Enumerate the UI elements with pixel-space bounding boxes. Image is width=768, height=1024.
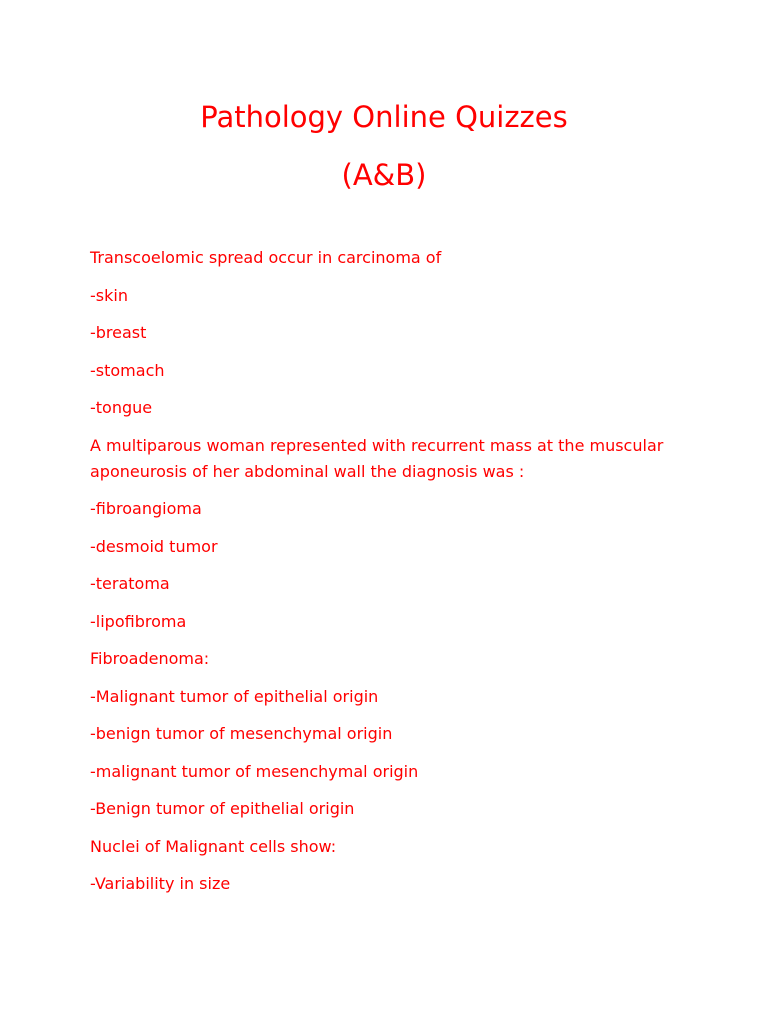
question-1: Transcoelomic spread occur in carcinoma of: [90, 248, 442, 267]
question-2-line-2: aponeurosis of her abdominal wall the diagnosis was :: [90, 461, 525, 481]
quiz-content: [90, 245, 690, 909]
question-4-option: -Variability in size: [90, 874, 231, 893]
question-1-option: -tongue: [90, 398, 153, 417]
question-1-option: -stomach: [90, 360, 165, 380]
question-3-option: -Benign tumor of epithelial origin: [90, 799, 355, 818]
document-title: Pathology Online Quizzes: [200, 100, 568, 134]
question-3: Fibroadenoma:: [90, 649, 210, 668]
question-2-line-1: A multiparous woman represented with recurrent mass at the muscular: [90, 435, 664, 455]
question-1-option: -breast: [90, 323, 147, 342]
question-3-option: -malignant tumor of mesenchymal origin: [90, 761, 419, 781]
question-4: Nuclei of Malignant cells show:: [90, 836, 337, 856]
question-2-option: -lipofibroma: [90, 611, 187, 631]
question-2: [90, 433, 690, 485]
question-3-option: -benign tumor of mesenchymal origin: [90, 724, 393, 743]
document-subtitle: (A&B): [341, 158, 427, 192]
question-1-option: -skin: [90, 285, 128, 305]
question-2-option: -desmoid tumor: [90, 536, 218, 556]
question-2-option: -teratoma: [90, 574, 170, 593]
question-2-option: -fibroangioma: [90, 499, 202, 518]
question-3-option: -Malignant tumor of epithelial origin: [90, 686, 379, 706]
